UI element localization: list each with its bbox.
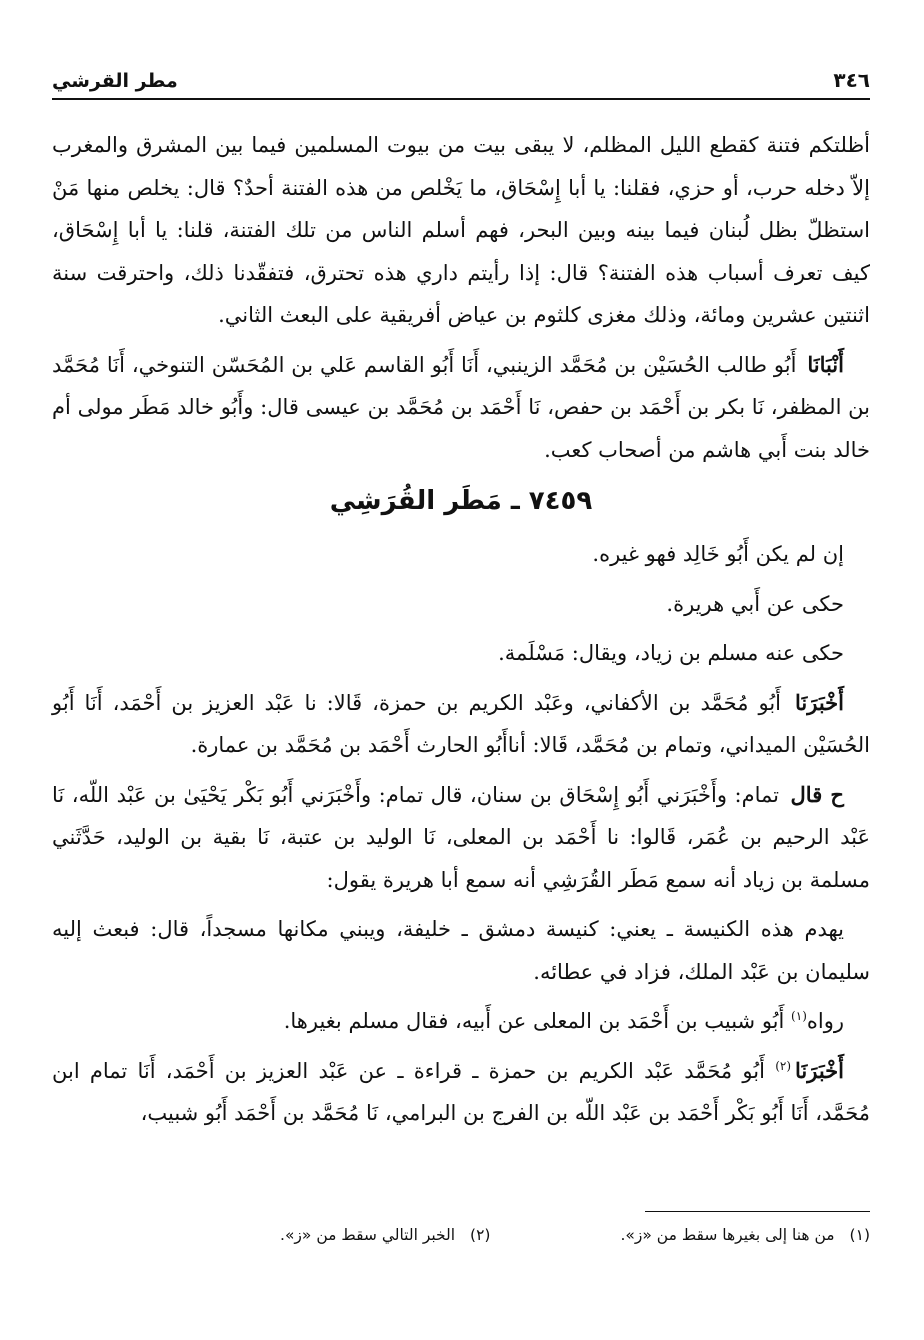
isnad-text: تمام: وأَخْبَرَني أَبُو إِسْحَاق بن سنان، قال تمام: وأَخْبَرَني أَبُو بَكْر يَحْيَىٰ بن عَبْد اللّه، نَا عَبْد الرحيم بن عُمَر، قَالوا: نا أَحْمَد بن المعلى، نَا الوليد بن عتبة، نَا بقية بن الوليد، حَدَّثَني مسلمة بن زياد أنه سمع مَطَر القُرَشِي أنه سمع أبا هريرة يقول: (52, 782, 870, 892)
running-title: مطر القرشي (52, 70, 178, 92)
footnotes (52, 1226, 870, 1244)
footnote-2 (280, 1226, 490, 1244)
isnad-lead: أَخْبَرَنَا (795, 689, 844, 715)
entry-line: حكى عن أَبي هريرة. (666, 591, 844, 616)
footnote-text: الخبر التالي سقط من «ز». (280, 1226, 456, 1244)
isnad-lead: أَنْبَانَا (807, 351, 844, 377)
footnote-1 (620, 1226, 870, 1244)
page-body (52, 124, 870, 1135)
entry-line: حكى عنه مسلم بن زياد، ويقال: مَسْلَمة. (498, 641, 844, 665)
paragraph-isnad-1 (52, 344, 870, 472)
riwaya-before: رواه (806, 1009, 844, 1033)
paragraph-isnad-2 (52, 682, 870, 767)
page-header (52, 58, 870, 100)
isnad-text: أَبُو مُحَمَّد عَبْد الكريم بن حمزة ـ قراءة ـ عن عَبْد العزيز بن أَحْمَد، أَنَا تمام ابن مُحَمَّد، أَنَا أَبُو بَكْر أَحْمَد بن عَبْد اللّه بن الفرج بن البرامي، نَا مُحَمَّد بن أَحْمَد أَبُو شبيب، (52, 1058, 870, 1125)
isnad-text: أَبُو مُحَمَّد بن الأكفاني، وعَبْد الكريم بن حمزة، قَالا: نا عَبْد العزيز بن أَحْمَد، أَنَا أَبُو الحُسَيْن الميداني، وتمام بن مُحَمَّد، قَالا: أناأَبُو الحارث أَحْمَد بن مُحَمَّد بن عمارة. (52, 690, 870, 757)
footnote-text: من هنا إلى بغيرها سقط من «ز». (620, 1226, 835, 1244)
footnote-number: (٢) (470, 1226, 491, 1244)
isnad-lead: ح قال (790, 781, 844, 807)
isnad-text: أَبُو طالب الحُسَيْن بن مُحَمَّد الزينبي، أَنَا أَبُو القاسم عَلي بن المُحَسّن التنوخي، أَنَا مُحَمَّد بن المظفر، نَا بكر بن أَحْمَد بن حفص، نَا أَحْمَد بن مُحَمَّد بن عيسى قال: وأَبُو خالد مَطَر مولى أم خالد بنت أَبي هاشم من أصحاب كعب. (52, 352, 870, 462)
footnote-marker: (١) (791, 1009, 807, 1023)
isnad-lead: أَخْبَرَنَا (795, 1057, 844, 1083)
riwaya-text: أَبُو شبيب بن أَحْمَد بن المعلى عن أَبيه، فقال مسلم بغيرها. (283, 1009, 785, 1033)
paragraph-fitna: أظلتكم فتنة كقطع الليل المظلم، لا يبقى بيت من بيوت المسلمين فيما بين المشرق والمغرب إلاّ دخله حرب، أو حزي، فقلنا: يا أبا إِسْحَاق، ما يَخْلص من هذه الفتنة أحدٌ؟ قال: يخلص منها مَنْ استظلّ بظل لُبنان فيما بينه وبين البحر، فهم أسلم الناس من تلك الفتنة، قلنا: يا أبا إِسْحَاق، كيف تعرف أسباب هذه الفتنة؟ قال: إذا رأيتم داري هذه تحترق، فتفقّدنا ذلك، واحترقت سنة اثنتين عشرين ومائة، وذلك مغزى كلثوم بن عياض أفريقية على البعث الثاني. (52, 133, 870, 327)
paragraph-quote: يهدم هذه الكنيسة ـ يعني: كنيسة دمشق ـ خليفة، ويبني مكانها مسجداً، قال: فبعث إليه سليمان بن عَبْد الملك، فزاد في عطائه. (52, 917, 870, 984)
entry-line: إن لم يكن أَبُو خَالِد فهو غيره. (592, 542, 844, 566)
paragraph-isnad-3 (52, 774, 870, 902)
footnote-divider (645, 1211, 870, 1212)
footnote-marker: (٢) (775, 1058, 792, 1073)
entry-heading: ٧٤٥٩ ـ مَطَر القُرَشِي (329, 486, 593, 516)
paragraph-isnad-4 (52, 1050, 870, 1135)
paragraph-riwaya (52, 1000, 870, 1043)
footnote-number: (١) (849, 1226, 870, 1244)
page (52, 58, 870, 1142)
page-number: ٣٤٦ (833, 68, 870, 92)
